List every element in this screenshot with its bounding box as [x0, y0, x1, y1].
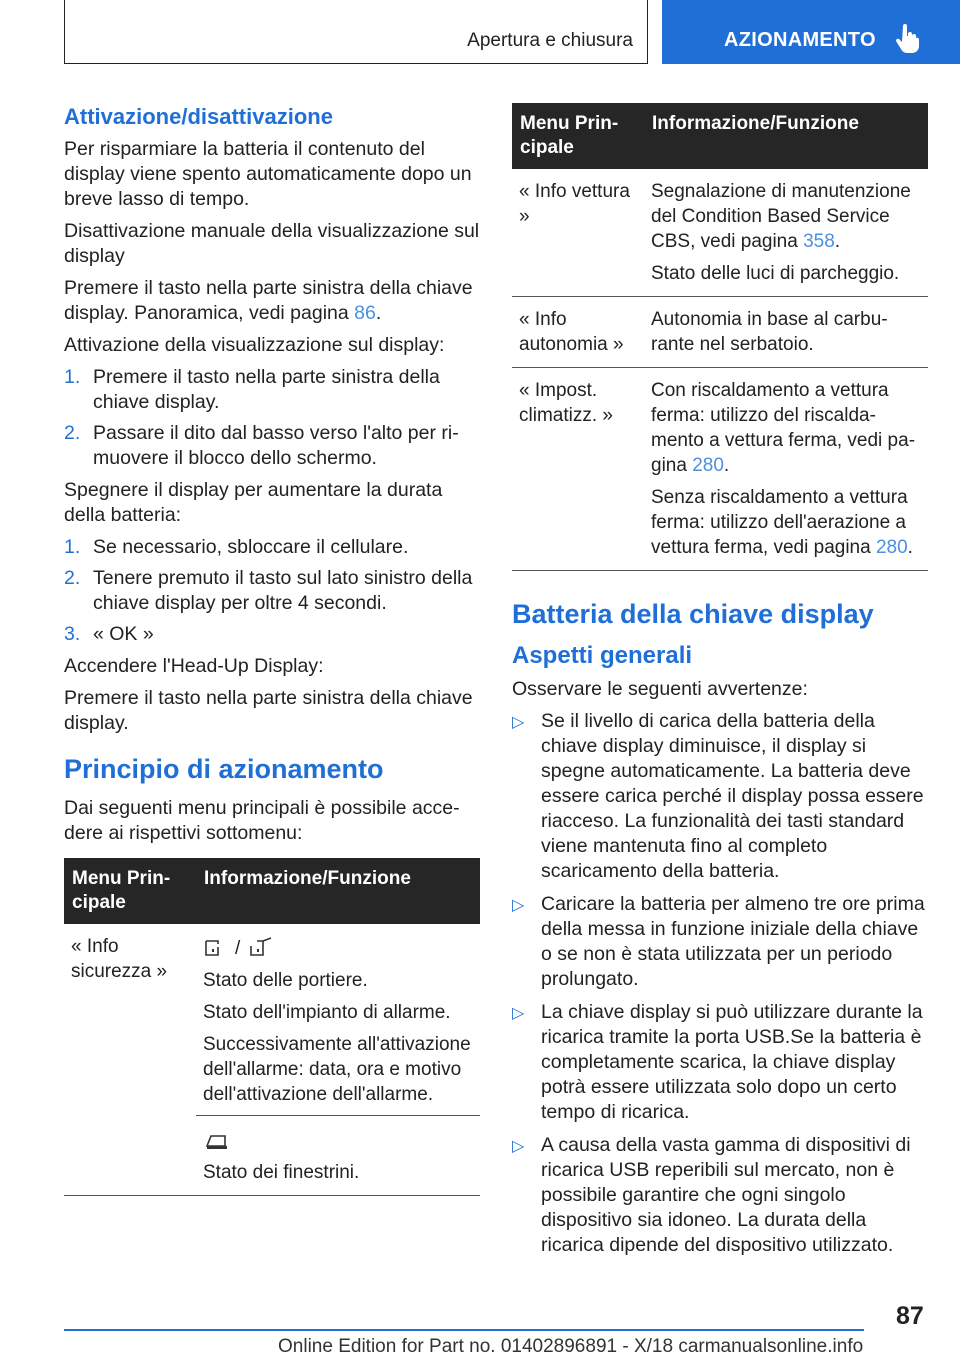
list-item: ▷ La chiave display si può utilizzare durante la ricarica tramite la porta USB.Se la batteria è completamente scarica, la chiave display potrà essere utilizzata solo dopo un certo tempo di ricarica. [512, 1001, 923, 1123]
header-tab-label: AZIONAMENTO [724, 29, 876, 51]
menu-table-left [64, 858, 480, 1196]
page-link[interactable]: 358 [803, 231, 835, 252]
paragraph: Dai seguenti menu principali è possibile accedere ai rispettivi sottomenu: [64, 797, 460, 844]
door-open-icon [248, 936, 276, 960]
numbered-list [64, 535, 480, 647]
list-item: ▷ Se il livello di carica della batteria della chiave display diminuisce, il display si spegne automaticamente. La batteria deve essere carica perché il display possa essere riacceso. La funzionalità dei tasti standard viene mantenuta fino al completo scaricamento della batteria. [512, 710, 924, 882]
table-header-row [64, 858, 480, 924]
paragraph: Osservare le seguenti avvertenze: [512, 678, 808, 700]
icon-separator: / [235, 937, 241, 959]
footer-edition: Online Edition for Part no. 01402896891 - X/18 carmanualsonline.info [278, 1336, 864, 1357]
table-cell-info: Con riscaldamento a vettura ferma: utilizzo del riscaldamento a vettura ferma, vedi pagina 280. Senza riscaldamento a vettura ferma: utilizzo dell'aerazione a vettura ferma, vedi pagina 280. [644, 368, 928, 571]
footer-divider [64, 1329, 864, 1331]
list-item: ▷ Caricare la batteria per almeno tre ore prima della messa in funzione iniziale della chiave o se non è stata utilizzata per un periodo prolungato. [512, 893, 925, 990]
table-cell-menu: « Impost. climatizz. » [512, 368, 644, 571]
bullet-triangle-icon: ▷ [512, 1138, 525, 1155]
bullet-triangle-icon: ▷ [512, 714, 525, 731]
table-header-info: Informazione/Funzione [644, 103, 928, 169]
page-link[interactable]: 280 [692, 455, 724, 476]
heading-principle: Principio di azionamento [64, 754, 384, 784]
paragraph: Attivazione della visualizzazione sul display: [64, 334, 445, 356]
icon-row [203, 1126, 474, 1154]
table-cell-menu: « Info vettura » [512, 169, 644, 297]
paragraph: Premere il tasto nella parte sinistra della chiave display. Panoramica, vedi pagina 86. [64, 277, 473, 324]
page-number: 87 [896, 1302, 924, 1330]
table-cell-info: Autonomia in base al carburante nel serbatoio. [644, 297, 928, 368]
table-row [512, 297, 928, 368]
table-row [512, 169, 928, 297]
heading-general: Aspetti generali [512, 642, 693, 669]
table-row [512, 368, 928, 571]
list-item: ▷ A causa della vasta gamma di dispositivi di ricarica USB reperibili sul mercato, non è possibile garantire che ogni singolo dispositivo sia idoneo. La durata della ricarica dipende del dispositivo utilizzato. [512, 1134, 911, 1256]
table-header-menu: Menu Principale [512, 103, 644, 169]
door-closed-icon [203, 936, 227, 960]
list-item: 2. Tenere premuto il tasto sul lato sinistro della chiave display per oltre 4 secondi. [64, 567, 473, 614]
page-link[interactable]: 280 [875, 537, 908, 558]
alarm-details: Successivamente all'attivazione dell'allarme: data, ora e motivo dell'attivazione dell'allarme. [203, 1034, 471, 1105]
list-item: 1. Premere il tasto nella parte sinistra della chiave display. [64, 366, 440, 413]
paragraph: Premere il tasto nella parte sinistra della chiave display. [64, 687, 473, 734]
header-section-title: Apertura e chiusura [467, 30, 633, 51]
table-cell-info [196, 924, 480, 1196]
header-section-box [64, 0, 648, 64]
heading-activation: Attivazione/disattivazione [64, 104, 333, 129]
list-item: 1. Se necessario, sbloccare il cellulare. [64, 536, 409, 558]
left-column [64, 103, 480, 1196]
table-header-row [512, 103, 928, 169]
header-tab-azionamento[interactable] [662, 0, 960, 64]
paragraph: Disattivazione manuale della visualizzazione sul display [64, 220, 480, 267]
table-header-info: Informazione/Funzione [196, 858, 480, 924]
list-item: 3. « OK » [64, 623, 154, 645]
page-link[interactable]: 86 [354, 302, 376, 324]
windows-status: Stato dei finestrini. [203, 1162, 360, 1183]
bullet-triangle-icon: ▷ [512, 897, 525, 914]
table-cell-menu: « Info autonomia » [512, 297, 644, 368]
bullet-list [512, 709, 928, 1258]
bullet-triangle-icon: ▷ [512, 1005, 525, 1022]
window-icon [203, 1128, 231, 1152]
right-column [512, 103, 928, 1266]
heading-battery: Batteria della chiave display [512, 599, 874, 629]
paragraph: Accendere l'Head-Up Display: [64, 655, 324, 677]
alarm-status: Stato dell'impianto di allarme. [203, 1002, 451, 1023]
cell-divider [196, 1115, 480, 1116]
table-header-menu: Menu Principale [64, 858, 196, 924]
menu-table-right [512, 103, 928, 571]
numbered-list [64, 365, 480, 471]
table-row [64, 924, 480, 1196]
paragraph: Per risparmiare la batteria il contenuto del display viene spento automaticamente dopo un breve lasso di tempo. [64, 138, 472, 210]
icon-row [203, 934, 474, 962]
doors-status: Stato delle portiere. [203, 970, 368, 991]
table-cell-menu: « Info sicurezza » [64, 924, 196, 1196]
paragraph: Spegnere il display per aumentare la durata della batteria: [64, 479, 443, 526]
table-cell-info: Segnalazione di manutenzione del Condition Based Service CBS, vedi pagina 358. Stato delle luci di parcheggio. [644, 169, 928, 297]
list-item: 2. Passare il dito dal basso verso l'alto per rimuovere il blocco dello schermo. [64, 422, 459, 469]
hand-pointer-icon [894, 24, 920, 54]
